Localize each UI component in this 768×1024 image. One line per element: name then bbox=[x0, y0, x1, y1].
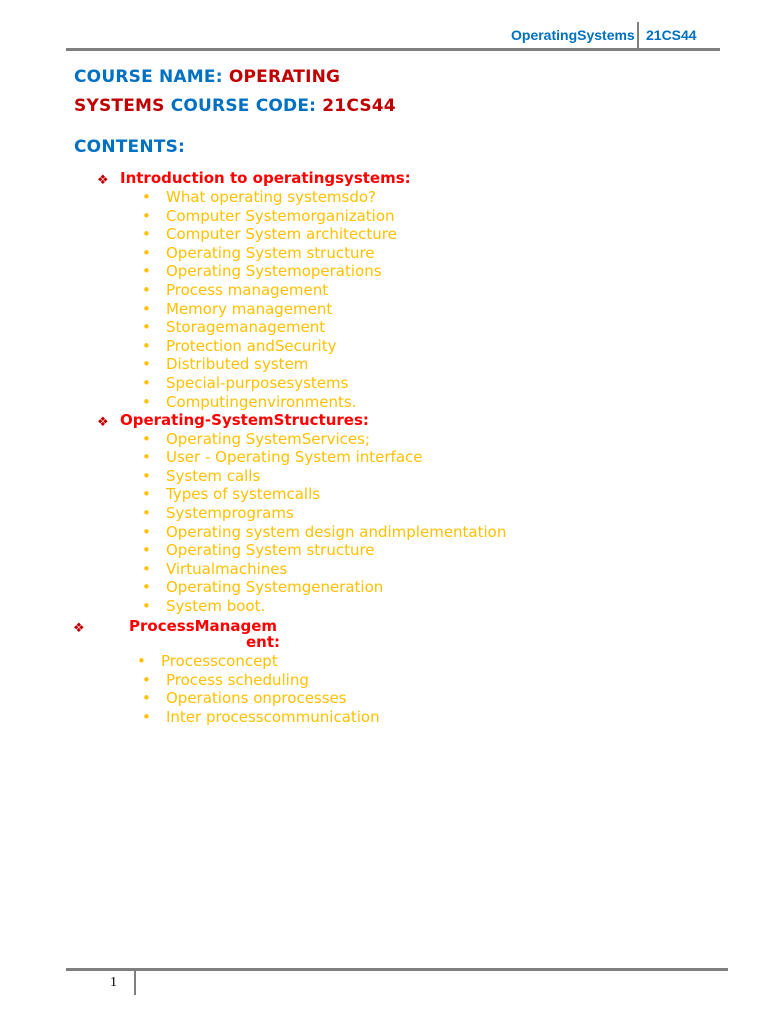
bullet-dot-icon: • bbox=[142, 560, 151, 578]
bullet-dot-icon: • bbox=[142, 355, 151, 373]
list-item: • Virtualmachines bbox=[142, 560, 288, 578]
bullet-dot-icon: • bbox=[142, 430, 151, 448]
list-item: • Storagemanagement bbox=[142, 318, 326, 336]
bullet-dot-icon: • bbox=[142, 689, 151, 707]
list-item: • Computer Systemorganization bbox=[142, 207, 395, 225]
bullet-dot-icon: • bbox=[142, 374, 151, 392]
section-bullet-3 bbox=[73, 617, 85, 636]
course-title-line-2 bbox=[74, 96, 396, 116]
course-code-label: COURSE CODE: bbox=[170, 96, 317, 116]
list-item: • Operating Systemoperations bbox=[142, 262, 382, 280]
list-item: • Memory management bbox=[142, 300, 333, 318]
list-item: • Inter processcommunication bbox=[142, 708, 380, 726]
bullet-dot-icon: • bbox=[142, 467, 151, 485]
section-bullet-1 bbox=[97, 169, 109, 188]
contents-heading: CONTENTS: bbox=[74, 137, 186, 157]
list-item: • System calls bbox=[142, 467, 261, 485]
list-item: • Operating Systemgeneration bbox=[142, 578, 384, 596]
list-item: • Systemprograms bbox=[142, 504, 294, 522]
bullet-dot-icon: • bbox=[142, 300, 151, 318]
list-item: • What operating systemsdo? bbox=[142, 188, 377, 206]
list-item: • Types of systemcalls bbox=[142, 485, 321, 503]
bullet-dot-icon: • bbox=[142, 225, 151, 243]
header-course-code: 21CS44 bbox=[646, 27, 697, 43]
bullet-dot-icon: • bbox=[142, 523, 151, 541]
course-name-label: COURSE NAME: bbox=[74, 67, 223, 87]
list-item: • Protection andSecurity bbox=[142, 337, 337, 355]
section-heading-1: Introduction to operatingsystems: bbox=[120, 169, 411, 187]
bullet-dot-icon: • bbox=[142, 597, 151, 615]
list-item: • Operations onprocesses bbox=[142, 689, 347, 707]
bullet-dot-icon: • bbox=[142, 281, 151, 299]
list-item: • Operating System structure bbox=[142, 244, 375, 262]
diamond-bullet-icon: ❖ bbox=[97, 173, 109, 188]
footer-divider bbox=[134, 971, 136, 995]
list-item: • Distributed system bbox=[142, 355, 309, 373]
page-number: 1 bbox=[110, 975, 117, 990]
header-rule bbox=[66, 48, 720, 51]
bullet-dot-icon: • bbox=[142, 671, 151, 689]
list-item: • Computingenvironments. bbox=[142, 393, 357, 411]
list-item: • Process management bbox=[142, 281, 329, 299]
list-item: • Operating System structure bbox=[142, 541, 375, 559]
bullet-dot-icon: • bbox=[142, 504, 151, 522]
list-item: • User - Operating System interface bbox=[142, 448, 423, 466]
bullet-dot-icon: • bbox=[142, 262, 151, 280]
section-heading-3-line-1: ProcessManagem bbox=[129, 617, 278, 635]
bullet-dot-icon: • bbox=[142, 393, 151, 411]
diamond-bullet-icon: ❖ bbox=[97, 415, 109, 430]
header-divider bbox=[637, 22, 639, 48]
list-item: • Operating SystemServices; bbox=[142, 430, 371, 448]
bullet-dot-icon: • bbox=[142, 541, 151, 559]
bullet-dot-icon: • bbox=[142, 578, 151, 596]
section-heading-3-line-2: ent: bbox=[246, 633, 281, 651]
bullet-dot-icon: • bbox=[142, 337, 151, 355]
bullet-dot-icon: • bbox=[142, 485, 151, 503]
course-code-value: 21CS44 bbox=[322, 96, 396, 116]
course-name-value-cont: SYSTEMS bbox=[74, 96, 165, 116]
list-item: • Processconcept bbox=[137, 652, 278, 670]
bullet-dot-icon: • bbox=[142, 188, 151, 206]
list-item: • Operating system design andimplementation bbox=[142, 523, 507, 541]
bullet-dot-icon: • bbox=[137, 652, 146, 670]
diamond-bullet-icon: ❖ bbox=[73, 621, 85, 636]
header-title: OperatingSystems bbox=[511, 27, 635, 43]
bullet-dot-icon: • bbox=[142, 207, 151, 225]
section-heading-2: Operating-SystemStructures: bbox=[120, 411, 369, 429]
course-name-value: OPERATING bbox=[228, 67, 341, 87]
bullet-dot-icon: • bbox=[142, 708, 151, 726]
bullet-dot-icon: • bbox=[142, 244, 151, 262]
footer-rule bbox=[66, 968, 728, 971]
course-title-line-1 bbox=[74, 67, 340, 87]
list-item: • Process scheduling bbox=[142, 671, 309, 689]
bullet-dot-icon: • bbox=[142, 448, 151, 466]
list-item: • System boot. bbox=[142, 597, 266, 615]
bullet-dot-icon: • bbox=[142, 318, 151, 336]
section-bullet-2 bbox=[97, 411, 109, 430]
list-item: • Special-purposesystems bbox=[142, 374, 349, 392]
list-item: • Computer System architecture bbox=[142, 225, 397, 243]
